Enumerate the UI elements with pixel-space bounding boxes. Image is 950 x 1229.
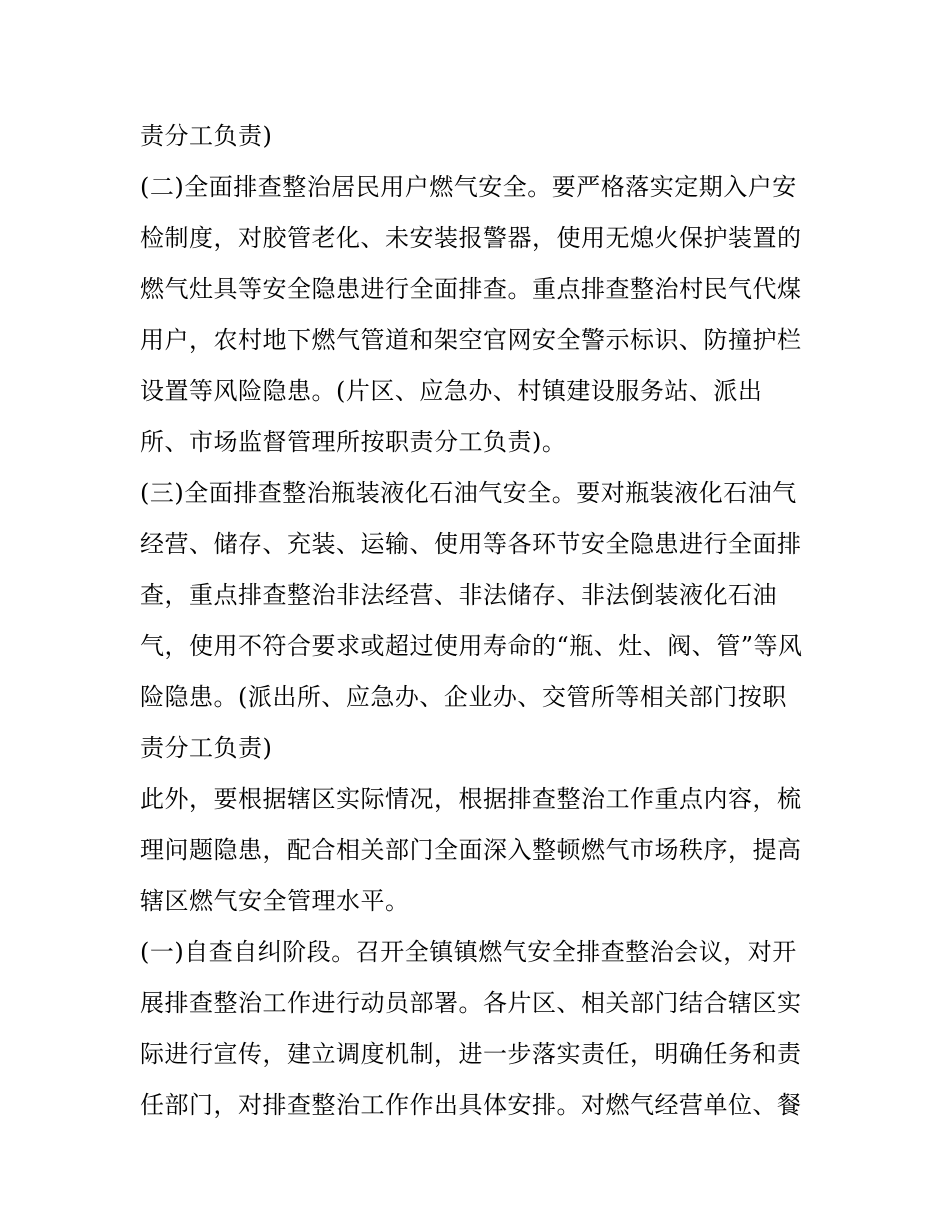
text-line: 气，使用不符合要求或超过使用寿命的“瓶、灶、阀、管”等风	[140, 632, 803, 660]
text-line: 理问题隐患，配合相关部门全面深入整顿燃气市场秩序，提高	[140, 836, 802, 864]
text-line: 燃气灶具等安全隐患进行全面排查。重点排查整治村民气代煤	[140, 275, 802, 303]
text-line: (三)全面排查整治瓶装液化石油气安全。要对瓶装液化石油气	[140, 479, 797, 507]
body-text	[140, 111, 820, 1131]
text-line: 辖区燃气安全管理水平。	[140, 887, 410, 915]
text-line: 检制度，对胶管老化、未安装报警器，使用无熄火保护装置的	[140, 224, 802, 252]
text-line: 查，重点排查整治非法经营、非法储存、非法倒装液化石油	[140, 581, 777, 609]
text-line: 展排查整治工作进行动员部署。各片区、相关部门结合辖区实	[140, 989, 802, 1017]
text-line: 设置等风险隐患。(片区、应急办、村镇建设服务站、派出	[140, 377, 763, 405]
text-line: 此外，要根据辖区实际情况，根据排查整治工作重点内容，梳	[140, 785, 802, 813]
text-line: 所、市场监督管理所按职责分工负责)。	[140, 428, 567, 456]
text-line: 险隐患。(派出所、应急办、企业办、交管所等相关部门按职	[140, 683, 787, 711]
text-line: 责分工负责)	[140, 122, 273, 150]
text-line: 任部门，对排查整治工作作出具体安排。对燃气经营单位、餐	[140, 1091, 802, 1119]
text-line: 责分工负责)	[140, 734, 273, 762]
text-line: 经营、储存、充装、运输、使用等各环节安全隐患进行全面排	[140, 530, 802, 558]
text-line: (一)自查自纠阶段。召开全镇镇燃气安全排查整治会议，对开	[140, 938, 797, 966]
text-line: 用户，农村地下燃气管道和架空官网安全警示标识、防撞护栏	[140, 326, 802, 354]
text-line: 际进行宣传，建立调度机制，进一步落实责任，明确任务和责	[140, 1040, 802, 1068]
text-line: (二)全面排查整治居民用户燃气安全。要严格落实定期入户安	[140, 173, 797, 201]
